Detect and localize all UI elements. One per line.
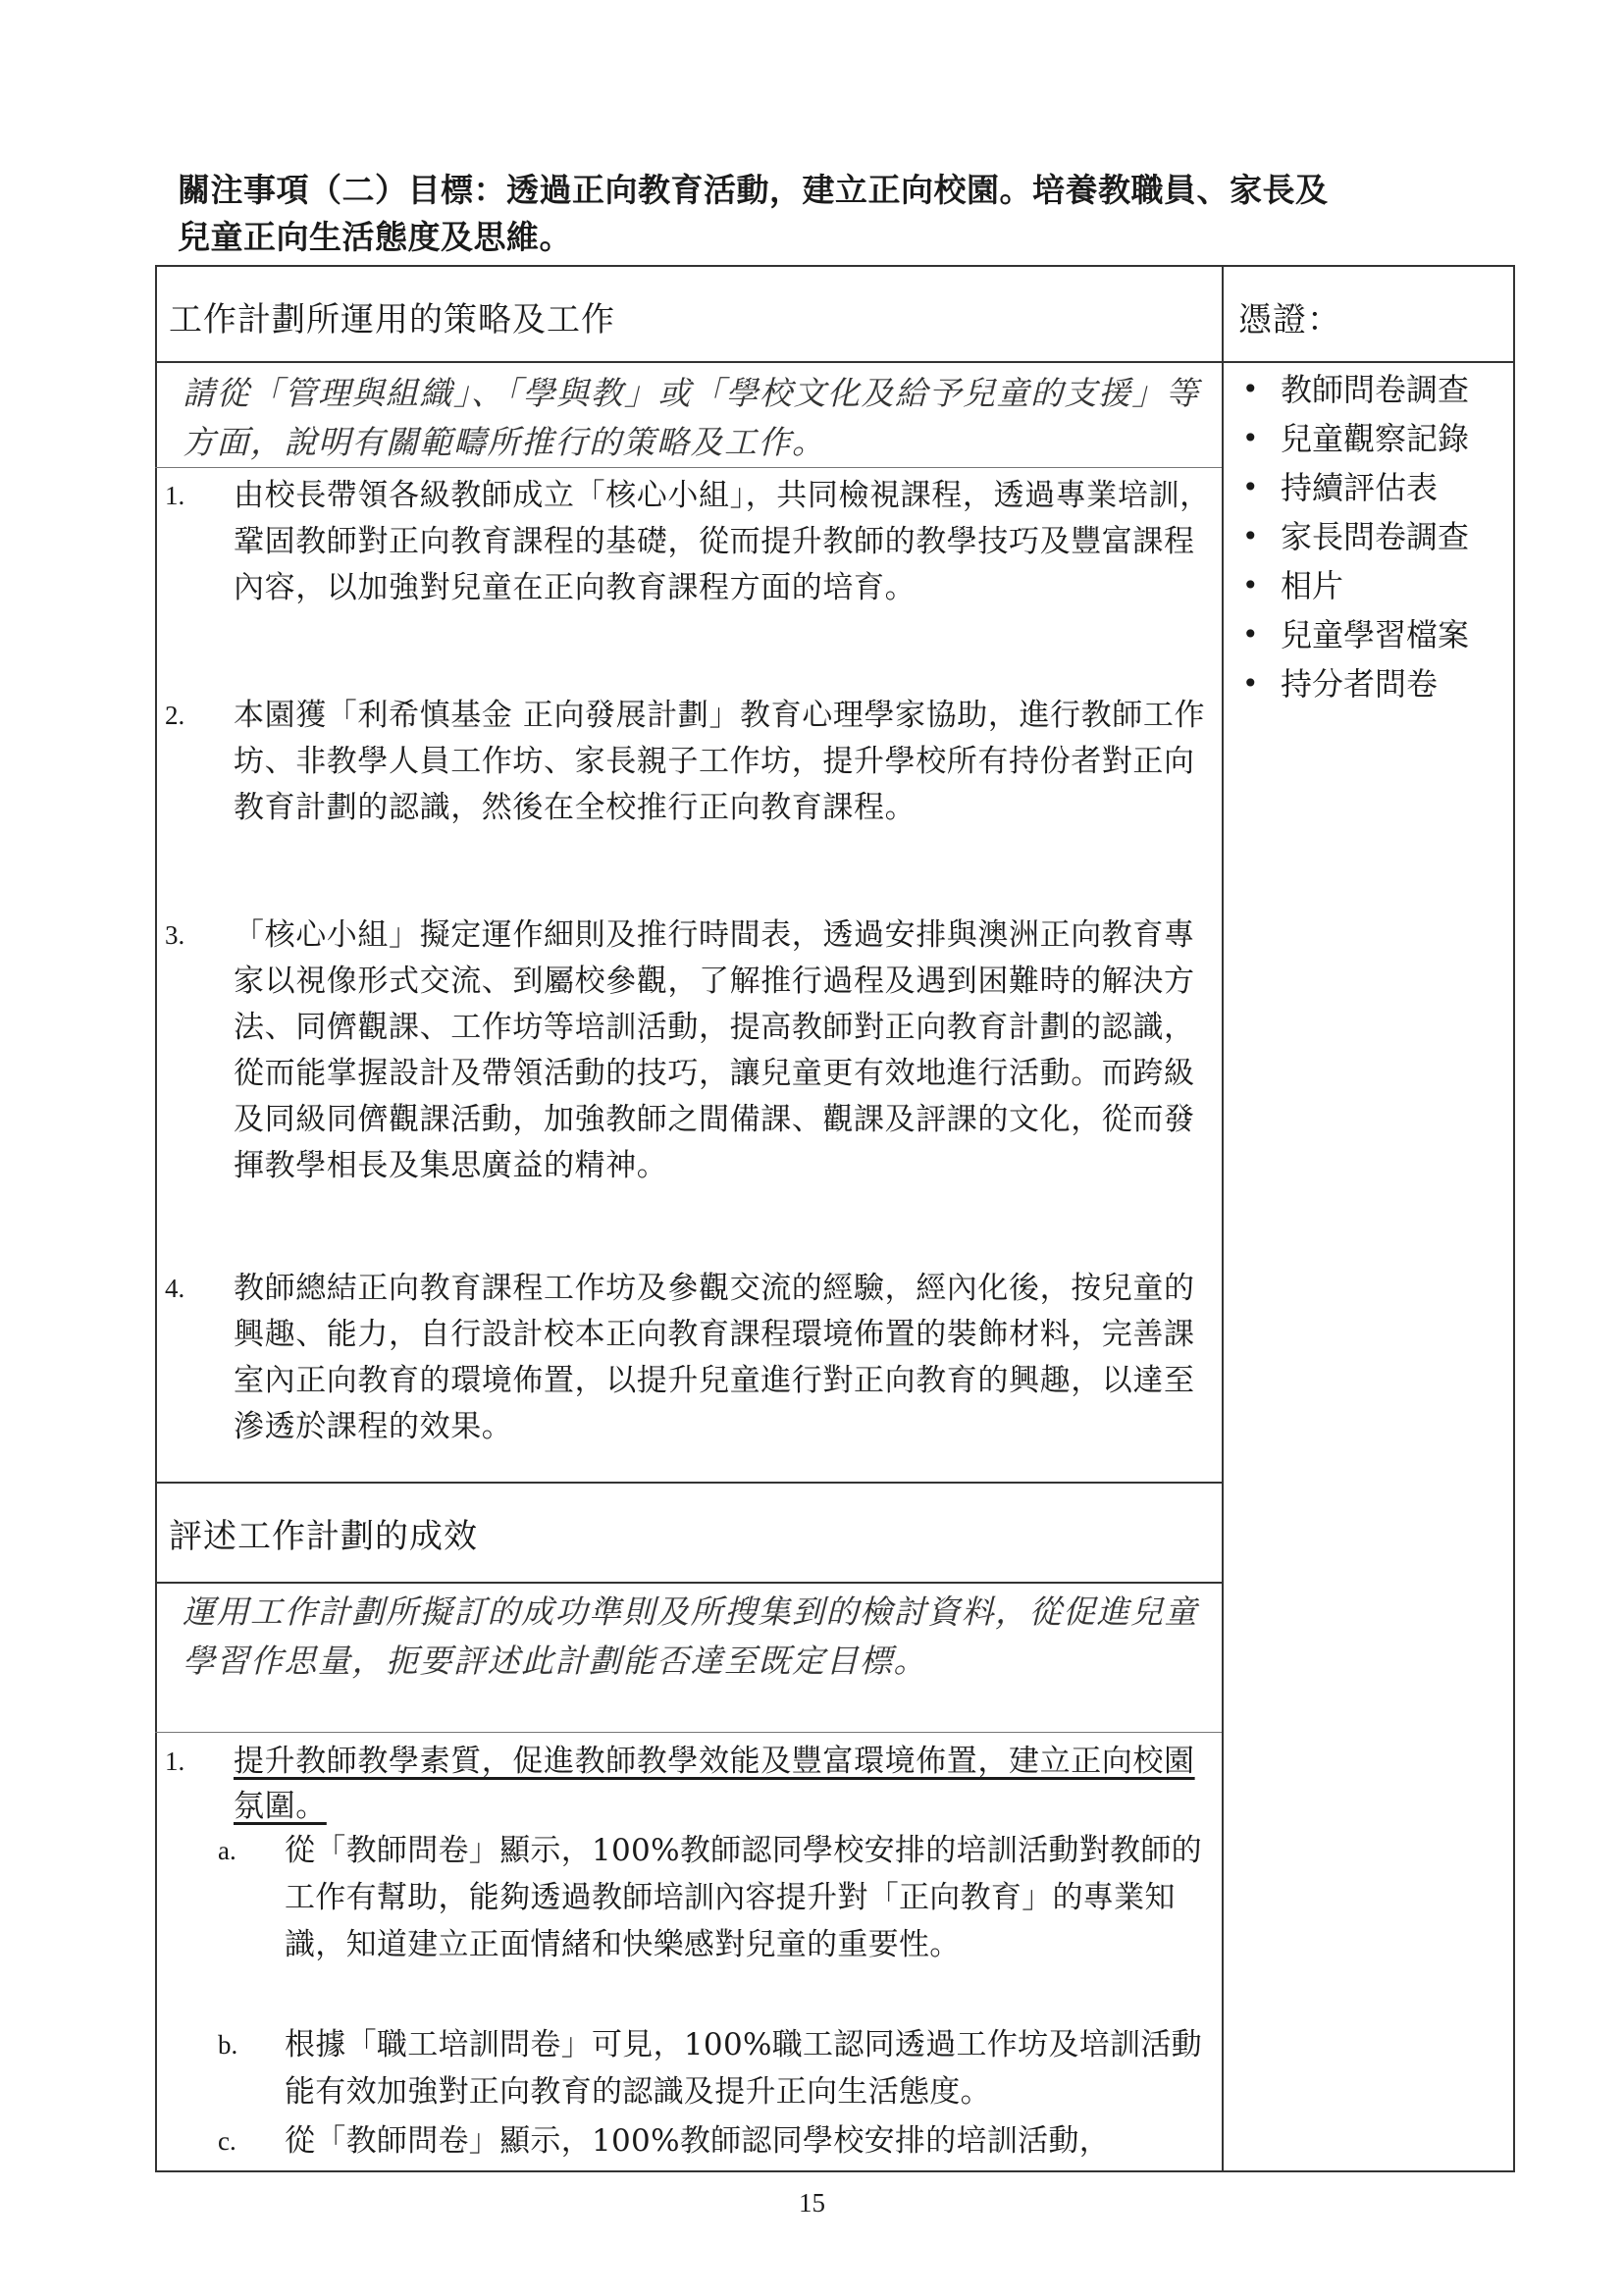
evidence-item [1236, 561, 1511, 610]
bullet-icon: • [1242, 373, 1259, 405]
strategy-text: 本園獲「利希慎基金 正向發展計劃」教育心理學家協助，進行教師工作坊、非教學人員工作坊、家長親子工作坊，提升學校所有持份者對正向教育計劃的認識，然後在全校推行正向教育課程。 [234, 698, 1206, 825]
strategy-number: 4. [165, 1274, 185, 1303]
strategy-number: 1. [165, 481, 185, 510]
evidence-text: 持分者問卷 [1281, 665, 1439, 703]
bullet-icon: • [1242, 520, 1259, 552]
evidence-item [1236, 659, 1511, 708]
column-divider [1222, 265, 1224, 2172]
bullet-icon: • [1242, 618, 1259, 651]
bullet-icon: • [1242, 422, 1259, 454]
strategy-item-3 [165, 913, 1215, 1189]
strategy-item-4 [165, 1266, 1215, 1450]
evaluation-header: 評述工作計劃的成效 [169, 1517, 478, 1556]
focus-heading [178, 167, 1522, 261]
focus-heading-line-1: 關注事項（二）目標：透過正向教育活動，建立正向校園。培養教職員、家長及 [178, 171, 1329, 209]
goal-text: 提升教師教學素質，促進教師教學效能及豐富環境佈置，建立正向校園氛圍。 [234, 1744, 1195, 1824]
finding-text: 從「教師問卷」顯示，100%教師認同學校安排的培訓活動， [285, 2123, 1111, 2159]
evidence-text: 家長問卷調查 [1281, 518, 1470, 555]
evaluation-guide: 運用工作計劃所擬訂的成功準則及所搜集到的檢討資料，從促進兒童學習作思量，扼要評述此計劃能否達至既定目標。 [183, 1592, 1198, 1680]
evidence-header: 憑證： [1238, 300, 1341, 339]
strategy-text: 教師總結正向教育課程工作坊及參觀交流的經驗，經內化後，按兒童的興趣、能力，自行設計校本正向教育課程環境佈置的裝飾材料，完善課室內正向教育的環境佈置，以提升兒童進行對正向教育的興趣，以達至滲透於課程的效果。 [234, 1271, 1195, 1444]
strategy-number: 3. [165, 920, 185, 950]
goal-number: 1. [165, 1747, 185, 1776]
finding-letter: b. [218, 2030, 238, 2060]
strategies-guide: 請從「管理與組織」、「學與教」或「學校文化及給予兒童的支援」等方面，說明有關範疇所推行的策略及工作。 [183, 374, 1200, 461]
finding-text: 從「教師問卷」顯示，100%教師認同學校安排的培訓活動對教師的工作有幫助，能夠透過教師培訓內容提升對「正向教育」的專業知識，知道建立正面情緒和快樂感對兒童的重要性。 [285, 1833, 1202, 1962]
finding-letter: c. [218, 2126, 236, 2156]
evidence-item [1236, 512, 1511, 561]
strategy-item-1 [165, 473, 1215, 611]
evidence-text: 相片 [1281, 567, 1344, 604]
bullet-icon: • [1242, 667, 1259, 700]
goal-item-1 [165, 1739, 1215, 1829]
strategy-item-2 [165, 693, 1215, 831]
evaluation-section-divider [155, 1482, 1222, 1484]
finding-item-a [218, 1827, 1215, 1968]
evaluation-guide-divider [155, 1732, 1222, 1733]
evidence-item [1236, 463, 1511, 512]
evidence-item [1236, 610, 1511, 659]
evidence-text: 兒童觀察記錄 [1281, 420, 1470, 457]
guide-row-divider [155, 467, 1222, 468]
strategy-number: 2. [165, 701, 185, 730]
evidence-list [1236, 365, 1511, 708]
evidence-text: 持續評估表 [1281, 469, 1439, 506]
evidence-text: 教師問卷調查 [1281, 371, 1470, 408]
strategy-text: 由校長帶領各級教師成立「核心小組」，共同檢視課程，透過專業培訓，鞏固教師對正向教育課程的基礎，從而提升教師的教學技巧及豐富課程內容，以加強對兒童在正向教育課程方面的培育。 [234, 478, 1211, 605]
finding-text: 根據「職工培訓問卷」可見，100%職工認同透過工作坊及培訓活動能有效加強對正向教育的認識及提升正向生活態度。 [285, 2027, 1202, 2110]
finding-item-b [218, 2021, 1215, 2115]
evidence-text: 兒童學習檔案 [1281, 616, 1470, 653]
evaluation-header-divider [155, 1582, 1222, 1584]
page-number: 15 [799, 2188, 825, 2218]
bullet-icon: • [1242, 569, 1259, 601]
focus-heading-line-2: 兒童正向生活態度及思維。 [178, 218, 572, 256]
strategies-header: 工作計劃所運用的策略及工作 [169, 300, 615, 339]
bullet-icon: • [1242, 471, 1259, 503]
finding-item-c [218, 2117, 1215, 2165]
evidence-item [1236, 365, 1511, 414]
strategy-text: 「核心小組」擬定運作細則及推行時間表，透過安排與澳洲正向教育專家以視像形式交流、到屬校參觀，了解推行過程及遇到困難時的解決方法、同儕觀課、工作坊等培訓活動，提高教師對正向教育計劃的認識，從而能掌握設計及帶領活動的技巧，讓兒童更有效地進行活動。而跨級及同級同儕觀課活動，加強教師之間備課、觀課及評課的文化，從而發揮教學相長及集思廣益的精神。 [234, 917, 1195, 1183]
finding-letter: a. [218, 1836, 236, 1865]
header-row-divider [155, 361, 1515, 363]
evidence-item [1236, 414, 1511, 463]
